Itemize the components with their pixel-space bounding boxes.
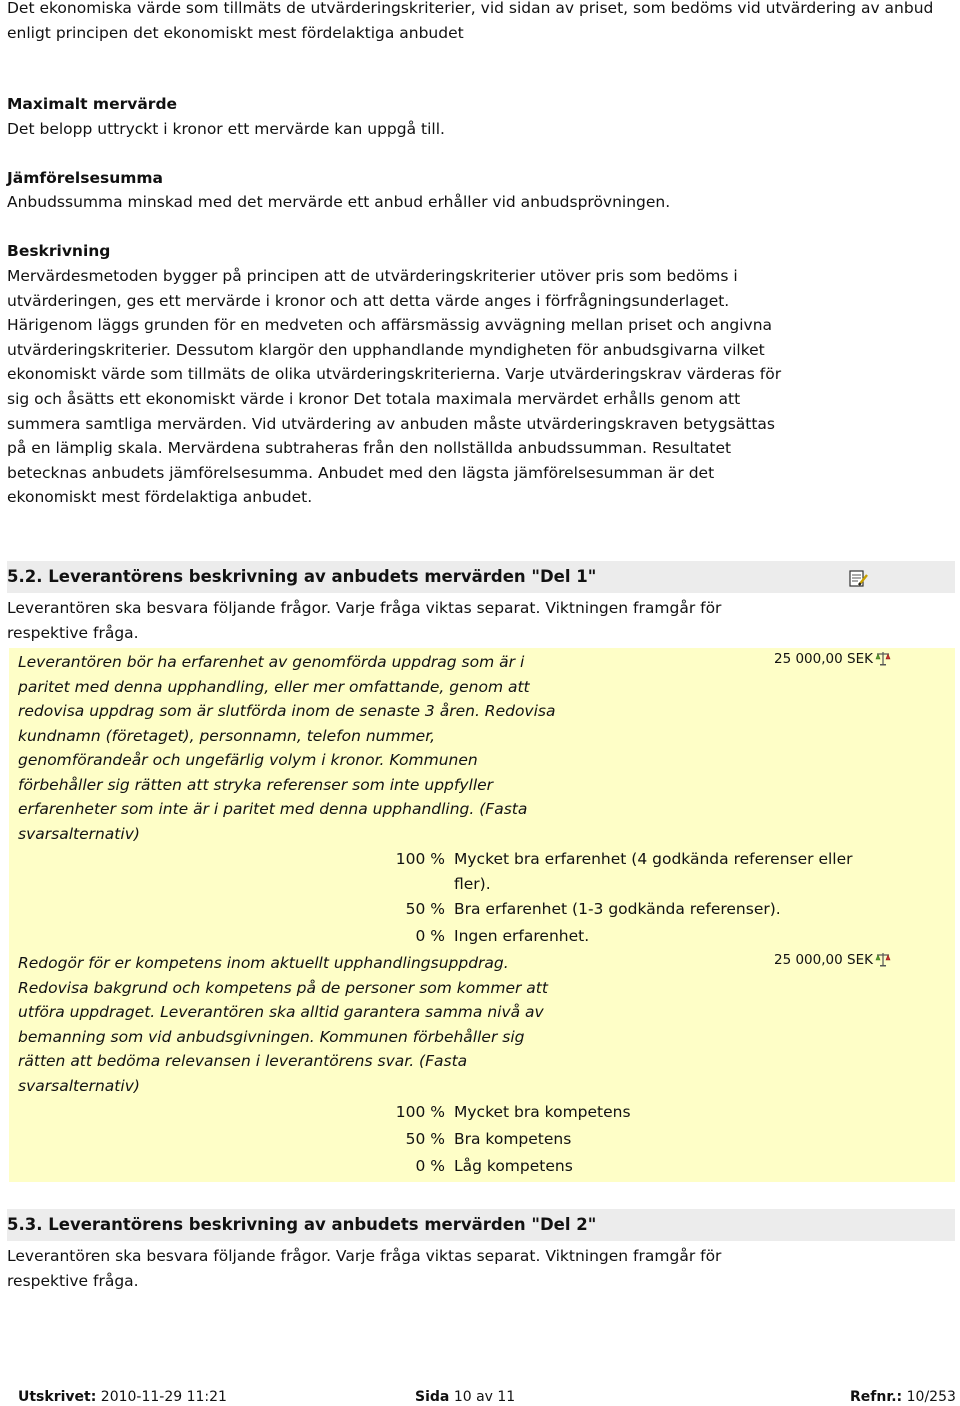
document-edit-icon[interactable] — [847, 569, 869, 588]
definition-term: Beskrivning — [7, 242, 111, 260]
option-label: Mycket bra kompetens — [454, 1103, 631, 1121]
footer-ref-value: 10/253 — [906, 1389, 956, 1405]
option-percent: 100 % — [395, 1103, 445, 1121]
question-value — [774, 650, 891, 668]
question-value — [774, 951, 891, 969]
definition-term: Maximalt mervärde — [7, 95, 178, 113]
option-label: Bra kompetens — [454, 1130, 572, 1148]
question-text: Leverantören bör ha erfarenhet av genomförda uppdrag som är i paritet med denna upphandling, eller mer omfattande, genom att redovisa uppdrag som är slutförda inom de senaste 3 åren. Redovisa kundnamn (företaget), personnamn, telefon nummer, genomförandeår och ungefärlig volym i kronor. Kommunen förbehåller sig rätten att stryka referenser som inte uppfyller erfarenheter som inte är i paritet med denna upphandling. (Fasta svarsalternativ) — [18, 653, 556, 843]
footer-page — [415, 1388, 515, 1406]
scale-weight-icon — [873, 651, 891, 667]
footer-ref — [850, 1388, 956, 1406]
question-box — [9, 648, 955, 1182]
option-percent: 50 % — [405, 900, 445, 918]
footer-page-label: Sida — [415, 1389, 450, 1405]
option-label: Mycket bra erfarenhet (4 godkända referenser eller fler). — [454, 850, 853, 893]
footer-printed-value: 2010-11-29 11:21 — [100, 1389, 227, 1405]
footer-ref-label: Refnr.: — [850, 1389, 903, 1405]
footer-page-value: 10 av 11 — [453, 1389, 516, 1405]
definition-text: Mervärdesmetoden bygger på principen att de utvärderingskriterier utöver pris som bedöms i utvärderingen, ges ett mervärde i kronor och att detta värde anges i förfrågningsunderlaget. Härigenom läggs grunden för en medveten och affärsmässig avvägning mellan priset och angivna utvärderingskriterier. Dessutom klargör den upphandlande myndigheten för anbudsgivarna vilket ekonomiskt värde som tillmäts de olika utvärderingskriterierna. Varje utvärderingskrav värderas för sig och åsätts ett ekonomiskt värde i kronor Det totala maximala mervärdet erhålls genom att summera samtliga mervärden. Vid utvärdering av anbuden måste utvärderingskraven betygsättas på en lämplig skala. Mervärdena subtraheras från den nollställda anbudssumman. Resultatet betecknas anbudets jämförelsesumma. Anbudet med den lägsta jämförelsesumman är det ekonomiskt mest fördelaktiga anbudet. — [7, 267, 782, 507]
section-title: 5.3. Leverantörens beskrivning av anbudets mervärden "Del 2" — [7, 1215, 597, 1234]
section-header — [7, 561, 955, 593]
option-percent: 100 % — [395, 850, 445, 868]
definition-term: Jämförelsesumma — [7, 169, 163, 187]
footer-printed-label: Utskrivet: — [18, 1389, 97, 1405]
question-text: Redogör för er kompetens inom aktuellt upphandlingsuppdrag. Redovisa bakgrund och kompetens på de personer som kommer att utföra uppdraget. Leverantören ska alltid garantera samma nivå av bemanning som vid anbudsgivningen. Kommunen förbehåller sig rätten att bedöma relevansen i leverantörens svar. (Fasta svarsalternativ) — [18, 954, 548, 1095]
section-intro: Leverantören ska besvara följande frågor. Varje fråga viktas separat. Viktningen framgår för respektive fråga. — [7, 599, 722, 642]
section-header — [7, 1209, 955, 1241]
question-value-amount: 25 000,00 SEK — [774, 952, 873, 968]
footer-printed — [18, 1388, 227, 1406]
question-value-amount: 25 000,00 SEK — [774, 651, 873, 667]
definition-text: Anbudssumma minskad med det mervärde ett anbud erhåller vid anbudsprövningen. — [7, 193, 671, 211]
section-title: 5.2. Leverantörens beskrivning av anbudets mervärden "Del 1" — [7, 567, 597, 586]
definition-text: Det belopp uttryckt i kronor ett mervärde kan uppgå till. — [7, 120, 445, 138]
option-label: Ingen erfarenhet. — [454, 927, 590, 945]
intro-text: Det ekonomiska värde som tillmäts de utvärderingskriterier, vid sidan av priset, som bedöms vid utvärdering av anbud enligt principen det ekonomiskt mest fördelaktiga anbudet — [7, 0, 934, 42]
option-percent: 50 % — [405, 1130, 445, 1148]
section-intro: Leverantören ska besvara följande frågor. Varje fråga viktas separat. Viktningen framgår för respektive fråga. — [7, 1247, 722, 1290]
option-label: Bra erfarenhet (1-3 godkända referenser). — [454, 900, 781, 918]
option-label: Låg kompetens — [454, 1157, 573, 1175]
option-percent: 0 % — [415, 1157, 445, 1175]
option-percent: 0 % — [415, 927, 445, 945]
scale-weight-icon — [873, 952, 891, 968]
